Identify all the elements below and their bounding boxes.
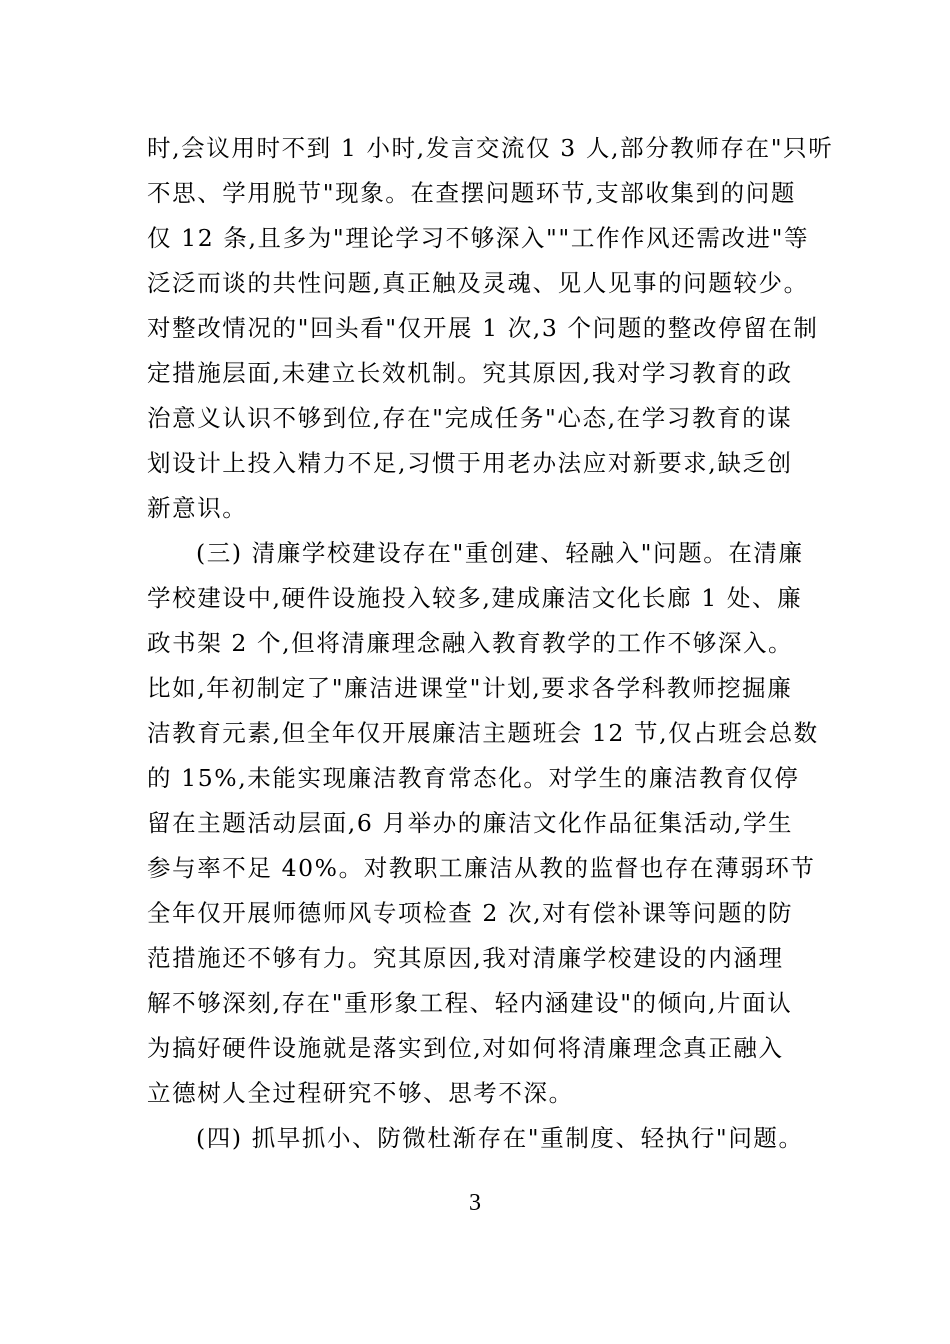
text-line: 范措施还不够有力。究其原因,我对清廉学校建设的内涵理	[147, 944, 784, 972]
text-line: 不思、学用脱节"现象。在查摆问题环节,支部收集到的问题	[147, 179, 796, 207]
text-line: 解不够深刻,存在"重形象工程、轻内涵建设"的倾向,片面认	[147, 989, 793, 1017]
text-line: 洁教育元素,但全年仅开展廉洁主题班会 12 节,仅占班会总数	[147, 719, 819, 747]
text-line: 划设计上投入精力不足,习惯于用老办法应对新要求,缺乏创	[147, 449, 793, 477]
text-line: 时,会议用时不到 1 小时,发言交流仅 3 人,部分教师存在"只听	[147, 134, 834, 162]
text-line: 留在主题活动层面,6 月举办的廉洁文化作品征集活动,学生	[147, 809, 794, 837]
text-line: 泛泛而谈的共性问题,真正触及灵魂、见人见事的问题较少。	[147, 269, 809, 297]
text-line: 的 15%,未能实现廉洁教育常态化。对学生的廉洁教育仅停	[147, 764, 800, 792]
text-line: 政书架 2 个,但将清廉理念融入教育教学的工作不够深入。	[147, 629, 794, 657]
text-line: 仅 12 条,且多为"理论学习不够深入""工作作风还需改进"等	[147, 224, 810, 252]
section-heading-4: (四) 抓早抓小、防微杜渐存在"重制度、轻执行"问题。	[196, 1124, 804, 1152]
page-number: 3	[469, 1190, 481, 1216]
text-line: 为搞好硬件设施就是落实到位,对如何将清廉理念真正融入	[147, 1034, 784, 1062]
text-line: 治意义认识不够到位,存在"完成任务"心态,在学习教育的谋	[147, 404, 793, 432]
section-heading-3: (三) 清廉学校建设存在"重创建、轻融入"问题。在清廉	[196, 539, 804, 567]
text-line: 对整改情况的"回头看"仅开展 1 次,3 个问题的整改停留在制	[147, 314, 819, 342]
text-line: 参与率不足 40%。对教职工廉洁从教的监督也存在薄弱环节	[147, 854, 816, 882]
text-line: 学校建设中,硬件设施投入较多,建成廉洁文化长廊 1 处、廉	[147, 584, 803, 612]
text-line: 全年仅开展师德师风专项检查 2 次,对有偿补课等问题的防	[147, 899, 794, 927]
text-line: 新意识。	[147, 494, 248, 522]
text-line: 立德树人全过程研究不够、思考不深。	[147, 1079, 574, 1107]
text-line: 定措施层面,未建立长效机制。究其原因,我对学习教育的政	[147, 359, 793, 387]
text-line: 比如,年初制定了"廉洁进课堂"计划,要求各学科教师挖掘廉	[147, 674, 793, 702]
